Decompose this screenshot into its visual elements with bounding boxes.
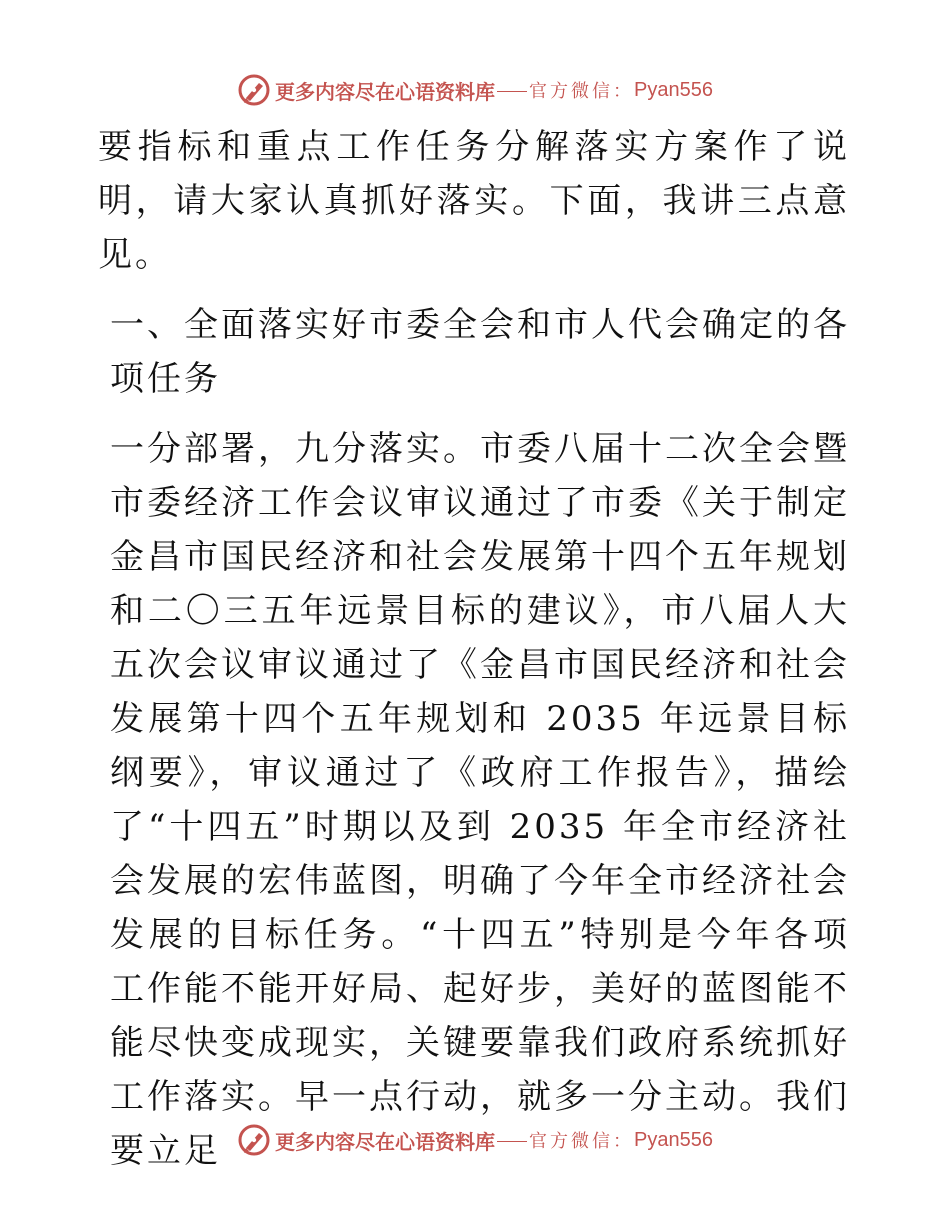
watermark-dash <box>497 91 527 92</box>
watermark-wechat-label: 官方微信： <box>529 1131 635 1152</box>
watermark-wechat-label: 官方微信： <box>529 81 635 102</box>
watermark-dash <box>497 1141 527 1142</box>
pen-logo-icon <box>237 73 271 107</box>
watermark-slogan: 更多内容尽在心语资料库 <box>275 79 496 104</box>
header-watermark <box>0 70 950 110</box>
watermark-slogan: 更多内容尽在心语资料库 <box>275 1129 496 1154</box>
pen-logo-icon <box>237 1123 271 1157</box>
paragraph-body: 一分部署，九分落实。市委八届十二次全会暨市委经济工作会议审议通过了市委《关于制定金昌市国民经济和社会发展第十四个五年规划和二〇三五年远景目标的建议》，市八届人大五次会议审议通过了《金昌市国民经济和社会发展第十四个五年规划和 2035 年远景目标纲要》，审议通过了《政府工作报告》，描绘了“十四五”时期以及到 2035 年全市经济社会发展的宏伟蓝图，明确了今年全市经济社会发展的目标任务。“十四五”特别是今年各项工作能不能开好局、起好步，美好的蓝图能不能尽快变成现实，关键要靠我们政府系统抓好工作落实。早一点行动，就多一分主动。我们要立足 <box>110 429 850 1171</box>
watermark-wechat-handle: Pyan556 <box>634 78 713 101</box>
document-body <box>98 120 850 1194</box>
footer-watermark <box>0 1120 950 1160</box>
section-heading-1: 一、全面落实好市委全会和市人代会确定的各项任务 <box>110 305 850 399</box>
watermark-wechat-handle: Pyan556 <box>634 1128 713 1151</box>
paragraph-intro: 要指标和重点工作任务分解落实方案作了说明，请大家认真抓好落实。下面，我讲三点意见。 <box>98 127 850 275</box>
